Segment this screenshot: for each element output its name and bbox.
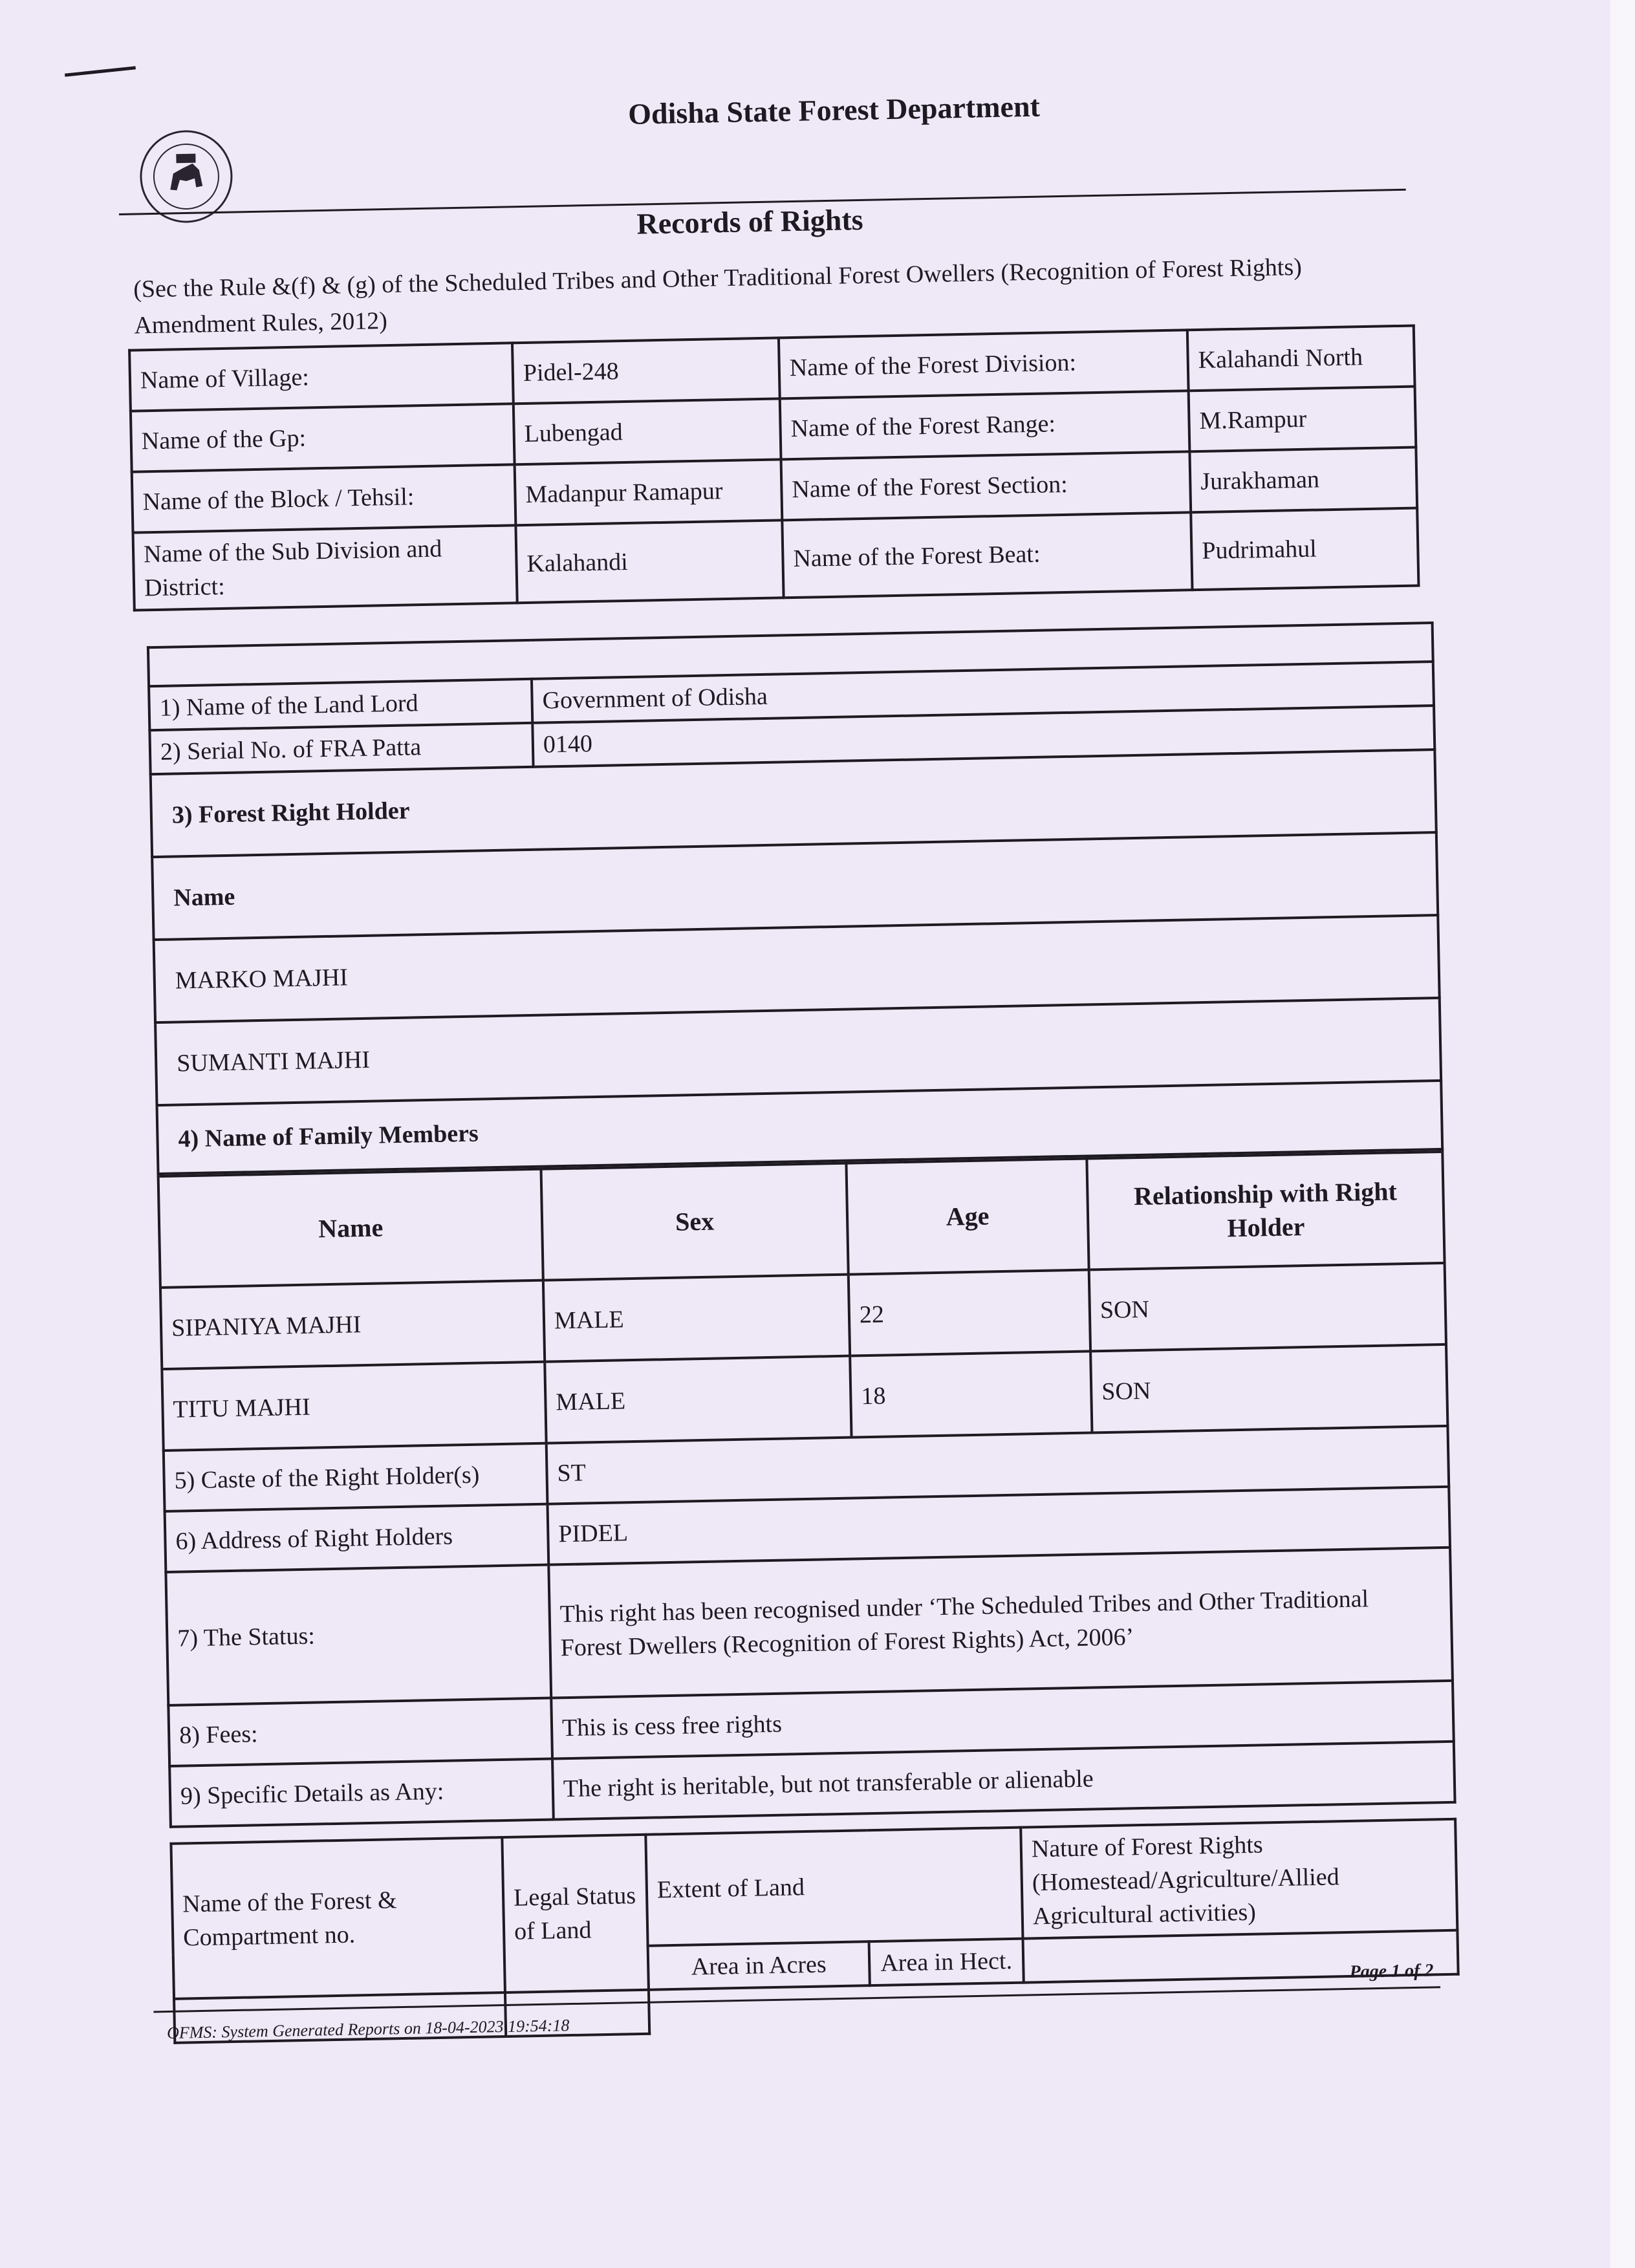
family-table [160,1150,1447,1449]
block-value: Madanpur Ramapur [515,459,783,525]
land-table [166,1818,1460,2044]
status-label: 7) The Status: [166,1565,551,1705]
division-label: Name of the Forest Division: [779,330,1189,398]
family-heading: 4) Name of Family Members [157,1081,1443,1174]
serial-value: 0140 [532,706,1435,767]
section-value: Jurakhaman [1189,448,1417,513]
holder-name: SUMANTI MAJHI [155,998,1441,1105]
division-value: Kalahandi North [1187,326,1415,391]
family-col-name: Name [160,1169,543,1288]
subdivision-value: Kalahandi [515,520,783,603]
specific-label: 9) Specific Details as Any: [169,1759,554,1827]
village-value: Pidel-248 [512,338,780,404]
address-value: PIDEL [547,1487,1450,1565]
status-line: This right has been recognised under ‘The Scheduled Tribes and Other Traditional [559,1585,1369,1628]
beat-label: Name of the Forest Beat: [782,512,1192,598]
village-label: Name of Village: [129,343,514,411]
forest-compartment-label: Name of the Forest & Compartment no. [171,1837,505,1999]
caste-label: 5) Caste of the Right Holder(s) [164,1443,548,1511]
family-col-sex: Sex [541,1163,849,1280]
area-hect-label: Area in Hect. [869,1939,1024,1986]
landlord-label: 1) Name of the Land Lord [149,679,532,730]
status-value [548,1548,1453,1698]
location-table [128,325,1420,612]
department-title: Odisha State Forest Department [627,89,1041,131]
family-member-relation: SON [1090,1345,1446,1431]
fees-label: 8) Fees: [168,1698,552,1766]
area-acres-label: Area in Acres [648,1941,870,1990]
subdivision-label: Name of the Sub Division and District: [133,525,517,610]
family-member-sex: MALE [545,1356,851,1442]
gp-value: Lubengad [514,398,781,464]
holder-name: MARKO MAJHI [154,915,1440,1022]
fees-value: This is cess free rights [551,1681,1454,1759]
document-title: Records of Rights [636,202,863,241]
preamble-text: (Sec the Rule &(f) & (g) of the Scheduled Tribes and Other Traditional Forest Owellers (Recognition of Forest Rights) Amendment Rules, 2012) [133,253,1303,340]
serial-label: 2) Serial No. of FRA Patta [149,723,533,774]
family-member-name: SIPANIYA MAJHI [162,1280,545,1369]
family-member-age: 22 [849,1269,1090,1355]
family-table-cell [158,1149,1448,1451]
family-member-name: TITU MAJHI [163,1362,546,1449]
gp-label: Name of the Gp: [131,404,515,471]
records-of-rights-sheet [116,51,1520,2108]
table-row [158,1149,1448,1451]
page-number: Page 1 of 2 [1349,1960,1434,1982]
range-value: M.Rampur [1189,387,1416,452]
caste-value: ST [547,1426,1449,1504]
nature-label: Nature of Forest Rights (Homestead/Agriculture/Allied Agricultural activities) [1021,1819,1457,1939]
family-member-age: 18 [850,1351,1092,1436]
page-edge [1610,0,1635,2268]
generated-timestamp: OFMS: System Generated Reports on 18-04-2023 19:54:18 [166,2016,570,2043]
extent-label: Extent of Land [645,1828,1023,1946]
landlord-value: Government of Odisha [532,662,1434,723]
specific-value: The right is heritable, but not transferable or alienable [552,1742,1455,1820]
table-row [166,1548,1453,1705]
family-col-age: Age [846,1159,1088,1275]
holder-name-heading: Name [152,832,1438,940]
holder-heading: 3) Forest Right Holder [151,750,1436,857]
family-member-sex: MALE [543,1275,850,1362]
section-label: Name of the Forest Section: [781,451,1191,520]
family-col-relation: Relationship with Right Holder [1087,1152,1443,1269]
block-label: Name of the Block / Tehsil: [132,464,516,532]
status-line: Forest Dwellers (Recognition of Forest Rights) Act, 2006’ [560,1623,1134,1662]
legal-status-label: Legal Status of Land [502,1835,649,1993]
beat-value: Pudrimahul [1191,508,1418,590]
range-label: Name of the Forest Range: [780,391,1190,459]
address-label: 6) Address of Right Holders [165,1504,549,1572]
rights-table [147,621,1456,1828]
family-member-relation: SON [1089,1263,1445,1351]
